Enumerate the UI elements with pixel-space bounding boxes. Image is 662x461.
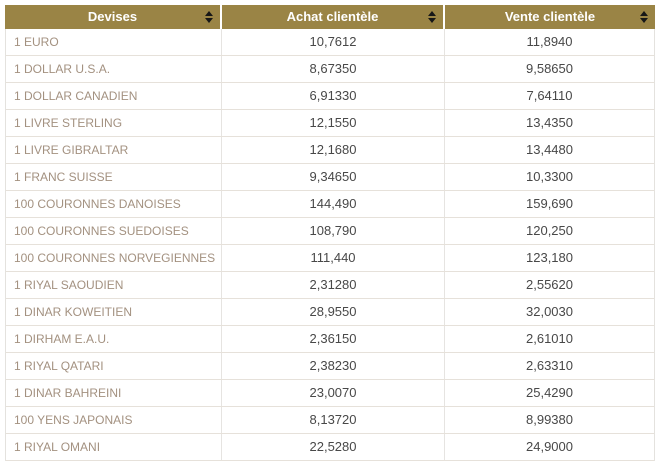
table-row [6,299,654,326]
achat-value-cell: 12,1680 [222,137,445,163]
column-header-achat[interactable] [222,5,445,29]
vente-value-cell: 2,61010 [526,331,573,346]
achat-value-cell: 2,38230 [222,353,445,379]
achat-value-cell: 28,9550 [222,299,445,325]
vente-value-cell: 13,4480 [526,142,573,157]
achat-value-cell: 6,91330 [222,83,445,109]
vente-value-cell: 2,63310 [526,358,573,373]
achat-value-cell: 111,440 [222,245,445,271]
achat-value-cell: 12,1550 [222,110,445,136]
currency-name-cell: 1 FRANC SUISSE [6,164,222,190]
vente-value-cell: 8,99380 [526,412,573,427]
currency-name-cell: 100 COURONNES SUEDOISES [6,218,222,244]
sort-arrows-icon[interactable] [428,11,436,23]
table-body [5,29,655,461]
sort-arrows-icon[interactable] [205,11,213,23]
column-header-vente[interactable] [445,5,655,29]
currency-name-cell: 1 DOLLAR CANADIEN [6,83,222,109]
table-row [6,272,654,299]
sort-up-icon [640,11,648,16]
table-row [6,407,654,434]
achat-value-cell: 9,34650 [222,164,445,190]
table-header-row [5,5,655,29]
achat-value-cell: 8,13720 [222,407,445,433]
vente-value-cell: 10,3300 [526,169,573,184]
currency-name-cell: 100 COURONNES DANOISES [6,191,222,217]
vente-value-cell: 25,4290 [526,385,573,400]
table-row [6,326,654,353]
column-header-achat-label: Achat clientèle [286,9,379,24]
achat-value-cell: 10,7612 [222,29,445,55]
table-row [6,83,654,110]
table-row [6,218,654,245]
table-row [6,380,654,407]
currency-name-cell: 1 DINAR KOWEITIEN [6,299,222,325]
column-header-devises-label: Devises [87,9,138,24]
exchange-rate-table [5,5,655,461]
table-row [6,164,654,191]
currency-name-cell: 1 RIYAL OMANI [6,434,222,460]
currency-name-cell: 1 DIRHAM E.A.U. [6,326,222,352]
table-row [6,56,654,83]
achat-value-cell: 22,5280 [222,434,445,460]
column-header-vente-label: Vente clientèle [504,9,596,24]
table-row [6,29,654,56]
vente-value-cell: 11,8940 [526,34,573,49]
vente-value-cell: 32,0030 [526,304,573,319]
achat-value-cell: 2,36150 [222,326,445,352]
sort-down-icon [428,18,436,23]
sort-arrows-icon[interactable] [640,11,648,23]
currency-name-cell: 1 EURO [6,29,222,55]
vente-value-cell: 9,58650 [526,61,573,76]
currency-name-cell: 1 LIVRE STERLING [6,110,222,136]
currency-name-cell: 1 RIYAL QATARI [6,353,222,379]
currency-name-cell: 100 COURONNES NORVEGIENNES [6,245,222,271]
currency-name-cell: 100 YENS JAPONAIS [6,407,222,433]
achat-value-cell: 2,31280 [222,272,445,298]
vente-value-cell: 120,250 [526,223,573,238]
table-row [6,434,654,461]
table-row [6,191,654,218]
sort-down-icon [640,18,648,23]
table-row [6,137,654,164]
sort-down-icon [205,18,213,23]
vente-value-cell: 24,9000 [526,439,573,454]
achat-value-cell: 108,790 [222,218,445,244]
vente-value-cell: 13,4350 [526,115,573,130]
sort-up-icon [205,11,213,16]
currency-name-cell: 1 DOLLAR U.S.A. [6,56,222,82]
achat-value-cell: 8,67350 [222,56,445,82]
vente-value-cell: 159,690 [526,196,573,211]
achat-value-cell: 144,490 [222,191,445,217]
vente-value-cell: 123,180 [526,250,573,265]
column-header-devises[interactable] [5,5,222,29]
vente-value-cell: 2,55620 [526,277,573,292]
table-row [6,245,654,272]
currency-name-cell: 1 DINAR BAHREINI [6,380,222,406]
achat-value-cell: 23,0070 [222,380,445,406]
sort-up-icon [428,11,436,16]
table-row [6,353,654,380]
table-row [6,110,654,137]
currency-name-cell: 1 RIYAL SAOUDIEN [6,272,222,298]
currency-name-cell: 1 LIVRE GIBRALTAR [6,137,222,163]
vente-value-cell: 7,64110 [526,88,573,103]
